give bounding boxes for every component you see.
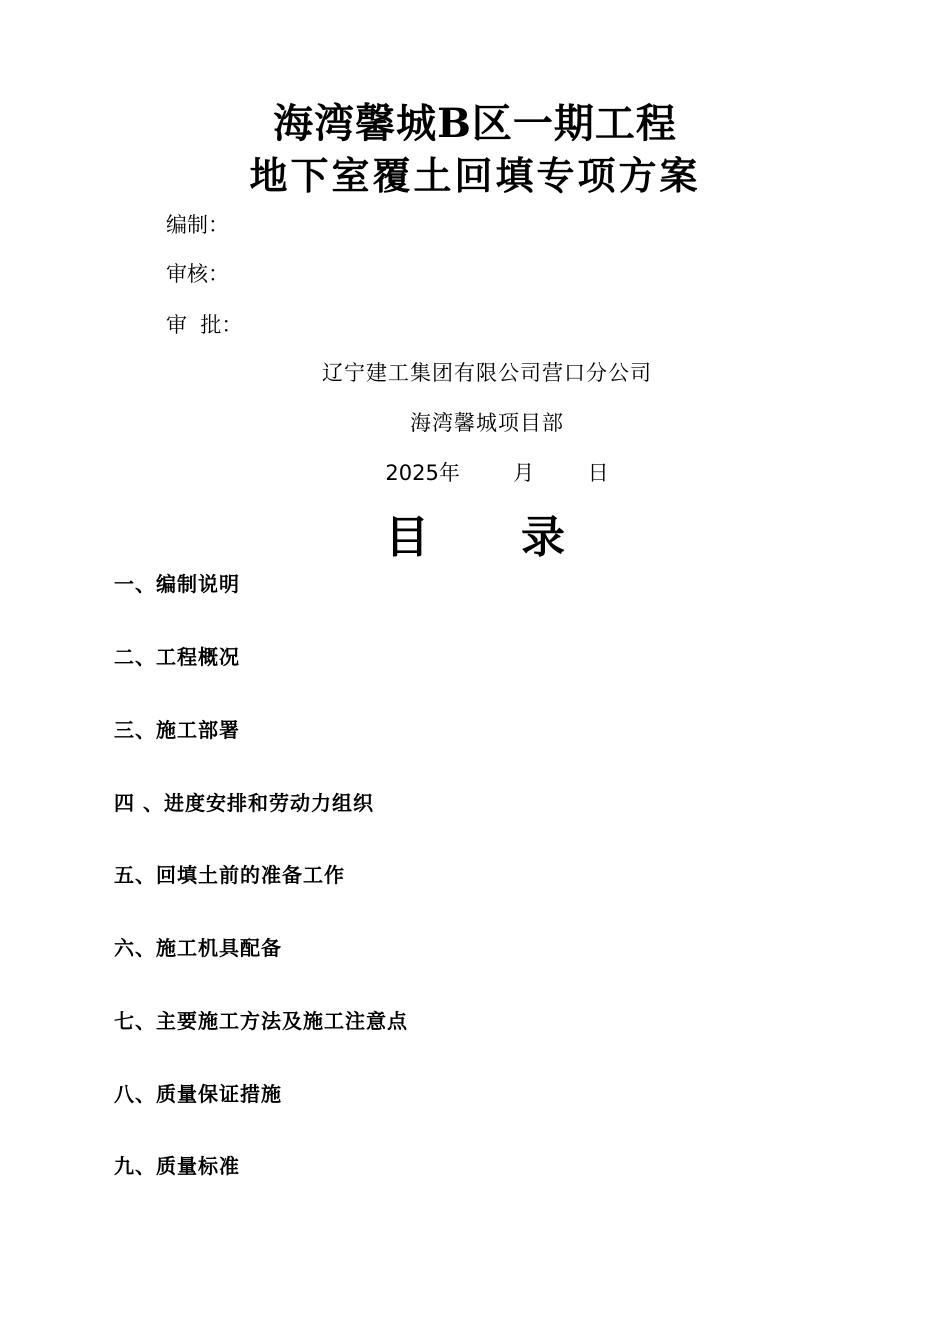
- toc-title: 目 录: [385, 512, 565, 563]
- approved-by-label: 审 批：: [166, 313, 243, 337]
- date-line: [22, 458, 950, 488]
- date-year: 2025: [385, 461, 439, 485]
- toc-item: 八、质量保证措施: [114, 1082, 282, 1106]
- toc-item: 二、工程概况: [114, 645, 240, 669]
- toc-item: 九、质量标准: [114, 1154, 240, 1178]
- date-rest: 年 月 日: [438, 461, 609, 485]
- compiled-by-label: 编制：: [166, 213, 229, 237]
- document-title-line1: 海湾馨城B区一期工程: [273, 100, 677, 147]
- reviewed-by-label: 审核：: [166, 262, 229, 286]
- toc-item: 七、主要施工方法及施工注意点: [114, 1009, 408, 1033]
- toc-item: 六、施工机具配备: [114, 936, 282, 960]
- document-title-line2: 地下室覆土回填专项方案: [249, 153, 701, 198]
- toc-item: 三、施工部署: [114, 718, 240, 742]
- company-name: 辽宁建工集团有限公司营口分公司: [322, 361, 652, 385]
- toc-item: 五、回填土前的准备工作: [114, 863, 345, 887]
- toc-item: 四 、进度安排和劳动力组织: [114, 791, 374, 815]
- project-department: 海湾馨城项目部: [410, 411, 564, 435]
- toc-item: 一、编制说明: [114, 572, 240, 596]
